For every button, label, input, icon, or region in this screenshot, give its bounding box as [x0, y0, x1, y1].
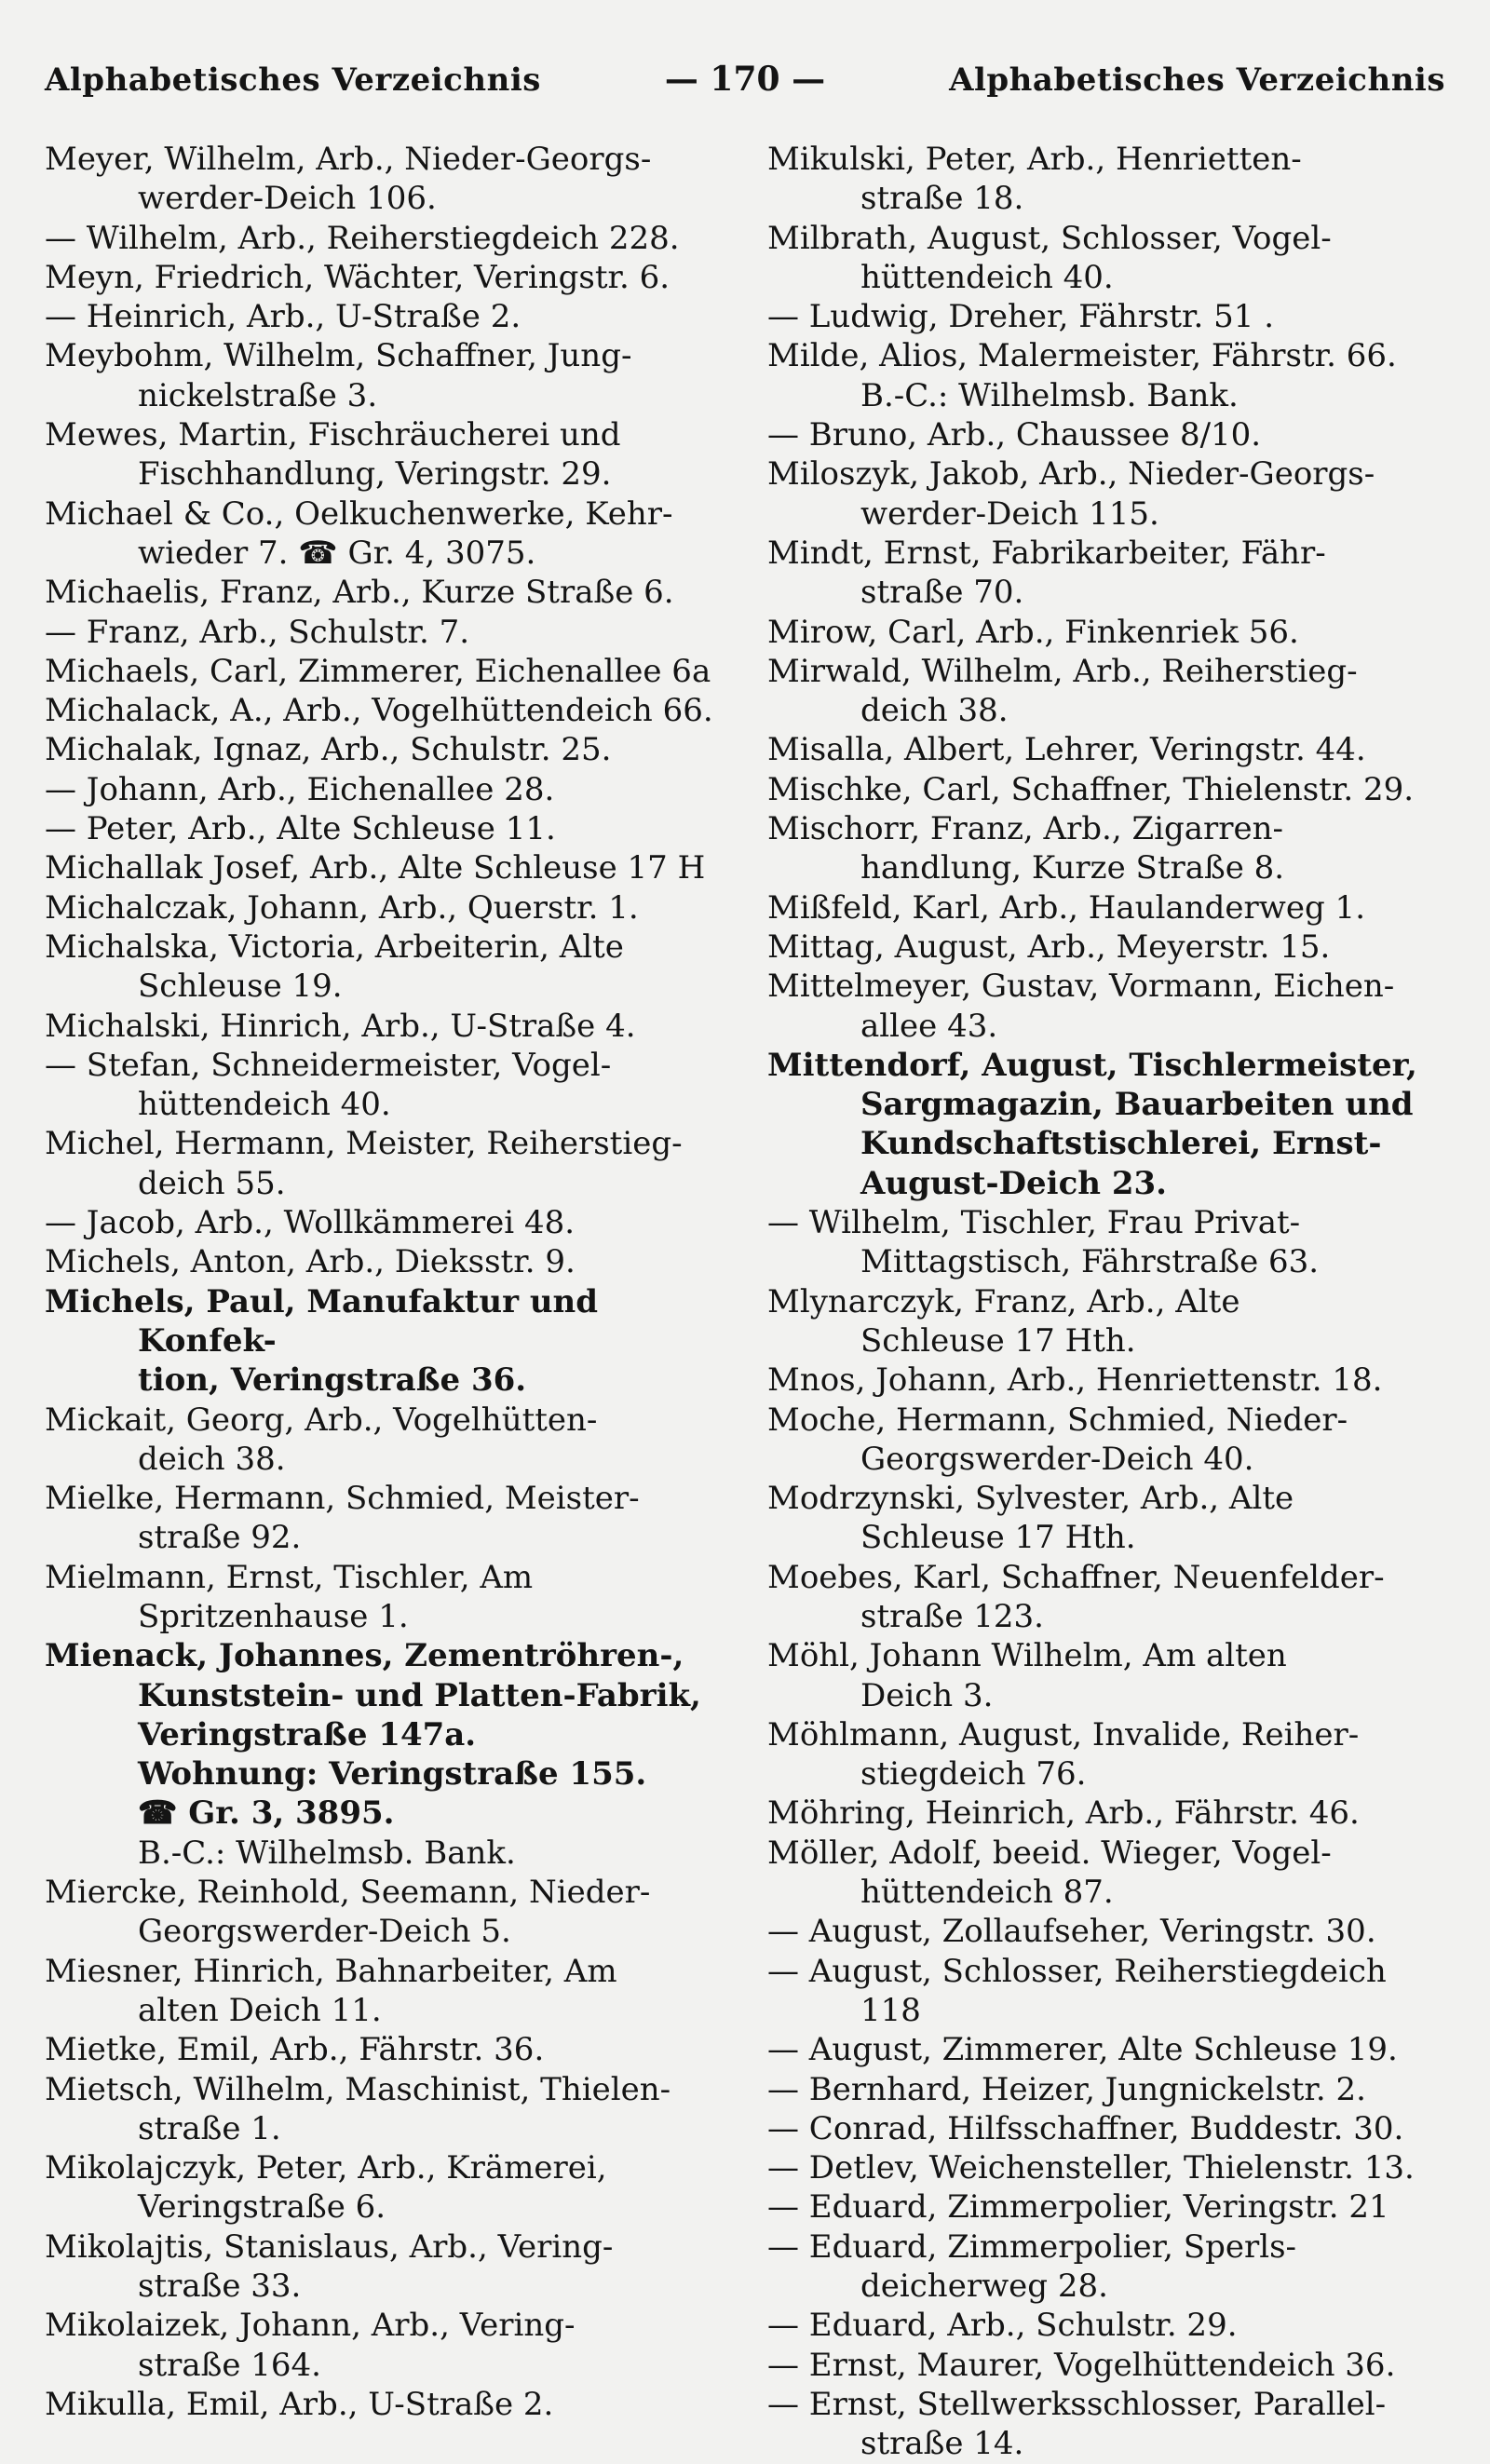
directory-entry: Mielmann, Ernst, Tischler, Am Spritzenhause 1. — [45, 1558, 534, 1635]
directory-entry: — Eduard, Arb., Schulstr. 29. — [767, 2307, 1238, 2345]
directory-entry: Meyn, Friedrich, Wächter, Veringstr. 6. — [45, 258, 670, 296]
directory-entry: Modrzynski, Sylvester, Arb., Alte Schleuse 17 Hth. — [767, 1480, 1294, 1557]
directory-entry: Milde, Alios, Malermeister, Fährstr. 66. B.-C.: Wilhelmsb. Bank. — [767, 337, 1397, 414]
directory-entry: Meyer, Wilhelm, Arb., Nieder-Georgs- werder-Deich 106. — [45, 141, 652, 218]
directory-entry: — August, Schlosser, Reiherstiegdeich 118 — [767, 1952, 1387, 2029]
directory-entry: — Franz, Arb., Schulstr. 7. — [45, 613, 470, 651]
directory-entry: — Conrad, Hilfsschaffner, Buddestr. 30. — [767, 2109, 1404, 2147]
directory-entry: Mewes, Martin, Fischräucherei und Fischhandlung, Veringstr. 29. — [45, 416, 621, 494]
directory-entry: Mienack, Johannes, Zementröhren-, Kunststein- und Platten-Fabrik, Veringstraße 147a. Wohnung: Veringstraße 155. ☎ Gr. 3, 3895. — [45, 1637, 701, 1833]
directory-entry: Miercke, Reinhold, Seemann, Nieder- Georgswerder-Deich 5. — [45, 1874, 651, 1951]
directory-entry: — August, Zimmerer, Alte Schleuse 19. — [767, 2031, 1398, 2069]
directory-entry: Moche, Hermann, Schmied, Nieder- Georgswerder-Deich 40. — [767, 1401, 1348, 1478]
directory-entry: — Johann, Arb., Eichenallee 28. — [45, 770, 555, 808]
directory-entry: — Ernst, Stellwerksschlosser, Parallel- straße 14. — [767, 2385, 1387, 2463]
directory-entry: — Heinrich, Arb., U-Straße 2. — [45, 298, 522, 336]
directory-entry: Michalack, A., Arb., Vogelhüttendeich 66. — [45, 692, 713, 730]
directory-entry: — Bruno, Arb., Chaussee 8/10. — [767, 416, 1262, 454]
directory-entry: — Detlev, Weichensteller, Thielenstr. 13. — [767, 2149, 1415, 2187]
directory-entry: Möller, Adolf, beeid. Wieger, Vogel- hüttendeich 87. — [767, 1834, 1332, 1912]
directory-entry: Michalak, Ignaz, Arb., Schulstr. 25. — [45, 731, 612, 769]
directory-entry: Möhring, Heinrich, Arb., Fährstr. 46. — [767, 1794, 1360, 1833]
directory-entry: Mnos, Johann, Arb., Henriettenstr. 18. — [767, 1361, 1383, 1400]
directory-entry: Mlynarczyk, Franz, Arb., Alte Schleuse 17 Hth. — [767, 1282, 1240, 1360]
directory-entry: Mischorr, Franz, Arb., Zigarren- handlung, Kurze Straße 8. — [767, 810, 1285, 887]
directory-entry: — Jacob, Arb., Wollkämmerei 48. — [45, 1204, 576, 1242]
directory-entry: Miloszyk, Jakob, Arb., Nieder-Georgs- werder-Deich 115. — [767, 455, 1375, 533]
directory-entry: — Wilhelm, Tischler, Frau Privat- Mittagstisch, Fährstraße 63. — [767, 1204, 1320, 1281]
directory-entry: Mittag, August, Arb., Meyerstr. 15. — [767, 927, 1331, 966]
directory-entry: — August, Zollaufseher, Veringstr. 30. — [767, 1913, 1376, 1951]
directory-entry: Michels, Paul, Manufaktur und Konfek- tion, Veringstraße 36. — [45, 1282, 599, 1400]
directory-entry: Mickait, Georg, Arb., Vogelhütten- deich 38. — [45, 1401, 598, 1478]
directory-entry: Mikolajczyk, Peter, Arb., Krämerei, Veringstraße 6. — [45, 2149, 607, 2227]
directory-entry: Michels, Anton, Arb., Dieksstr. 9. — [45, 1243, 576, 1281]
directory-entry: Miesner, Hinrich, Bahnarbeiter, Am alten Deich 11. — [45, 1952, 617, 2029]
directory-entry: Moebes, Karl, Schaffner, Neuenfelder- straße 123. — [767, 1558, 1385, 1635]
directory-entry: — Wilhelm, Arb., Reiherstiegdeich 228. — [45, 219, 680, 257]
directory-entry: — Peter, Arb., Alte Schleuse 11. — [45, 810, 556, 848]
directory-entry: Meybohm, Wilhelm, Schaffner, Jung- nickelstraße 3. — [45, 337, 632, 414]
directory-entry: — Bernhard, Heizer, Jungnickelstr. 2. — [767, 2070, 1366, 2108]
left-column — [45, 140, 723, 2464]
directory-entry: Michaels, Carl, Zimmerer, Eichenallee 6a — [45, 652, 711, 690]
directory-entry: Michalski, Hinrich, Arb., U-Straße 4. — [45, 1007, 636, 1045]
directory-entry: Mittelmeyer, Gustav, Vormann, Eichen- allee 43. — [767, 968, 1395, 1045]
directory-entry: Mirwald, Wilhelm, Arb., Reiherstieg- deich 38. — [767, 652, 1358, 730]
directory-entry: Michalska, Victoria, Arbeiterin, Alte Schleuse 19. — [45, 927, 624, 1006]
directory-entry: B.-C.: Wilhelmsb. Bank. — [138, 1834, 516, 1872]
directory-entry: — Stefan, Schneidermeister, Vogel- hüttendeich 40. — [45, 1046, 612, 1124]
directory-entry: Michaelis, Franz, Arb., Kurze Straße 6. — [45, 574, 674, 612]
directory-entry: — Eduard, Zimmerpolier, Veringstr. 21 — [767, 2188, 1389, 2227]
directory-entry: Mittendorf, August, Tischlermeister, Sargmagazin, Bauarbeiten und Kundschaftstischlerei, Ernst- August-Deich 23. — [767, 1046, 1417, 1202]
directory-entry: Mikulla, Emil, Arb., U-Straße 2. — [45, 2385, 554, 2423]
directory-entry: — Eduard, Zimmerpolier, Sperls- deicherweg 28. — [767, 2227, 1297, 2306]
directory-entry: Mikolaizek, Johann, Arb., Vering- straße 164. — [45, 2307, 576, 2384]
directory-entry: Mirow, Carl, Arb., Finkenriek 56. — [767, 613, 1299, 651]
directory-entry: Mikolajtis, Stanislaus, Arb., Vering- straße 33. — [45, 2227, 614, 2306]
directory-entry: Michel, Hermann, Meister, Reiherstieg- deich 55. — [45, 1125, 683, 1202]
directory-entry: Mindt, Ernst, Fabrikarbeiter, Fähr- straße 70. — [767, 534, 1326, 612]
directory-entry: Mietke, Emil, Arb., Fährstr. 36. — [45, 2031, 545, 2069]
directory-entry: Möhlmann, August, Invalide, Reiher- stiegdeich 76. — [767, 1715, 1360, 1794]
right-column — [767, 140, 1445, 2464]
directory-entry: — Ludwig, Dreher, Fährstr. 51 . — [767, 298, 1275, 336]
directory-entry: Mischke, Carl, Schaffner, Thielenstr. 29. — [767, 770, 1415, 808]
directory-entry: — Ernst, Maurer, Vogelhüttendeich 36. — [767, 2346, 1396, 2384]
directory-entry: Michalczak, Johann, Arb., Querstr. 1. — [45, 888, 639, 927]
page-number: — 170 — — [664, 60, 826, 99]
directory-columns — [45, 140, 1445, 2464]
directory-entry: Michael & Co., Oelkuchenwerke, Kehr- wieder 7. ☎ Gr. 4, 3075. — [45, 494, 673, 572]
directory-entry: Mikulski, Peter, Arb., Henrietten- straße 18. — [767, 141, 1302, 218]
header-left-title: Alphabetisches Verzeichnis — [45, 61, 541, 99]
directory-entry: Mietsch, Wilhelm, Maschinist, Thielen- straße 1. — [45, 2070, 671, 2147]
directory-entry: Mielke, Hermann, Schmied, Meister- straße 92. — [45, 1480, 640, 1557]
directory-entry: Möhl, Johann Wilhelm, Am alten Deich 3. — [767, 1637, 1287, 1714]
directory-entry: Misalla, Albert, Lehrer, Veringstr. 44. — [767, 731, 1366, 769]
page-header — [45, 60, 1445, 115]
directory-entry: Michallak Josef, Arb., Alte Schleuse 17 H — [45, 849, 706, 887]
header-right-title: Alphabetisches Verzeichnis — [949, 61, 1445, 99]
directory-entry: Mißfeld, Karl, Arb., Haulanderweg 1. — [767, 888, 1365, 927]
directory-entry: Milbrath, August, Schlosser, Vogel- hüttendeich 40. — [767, 219, 1332, 296]
